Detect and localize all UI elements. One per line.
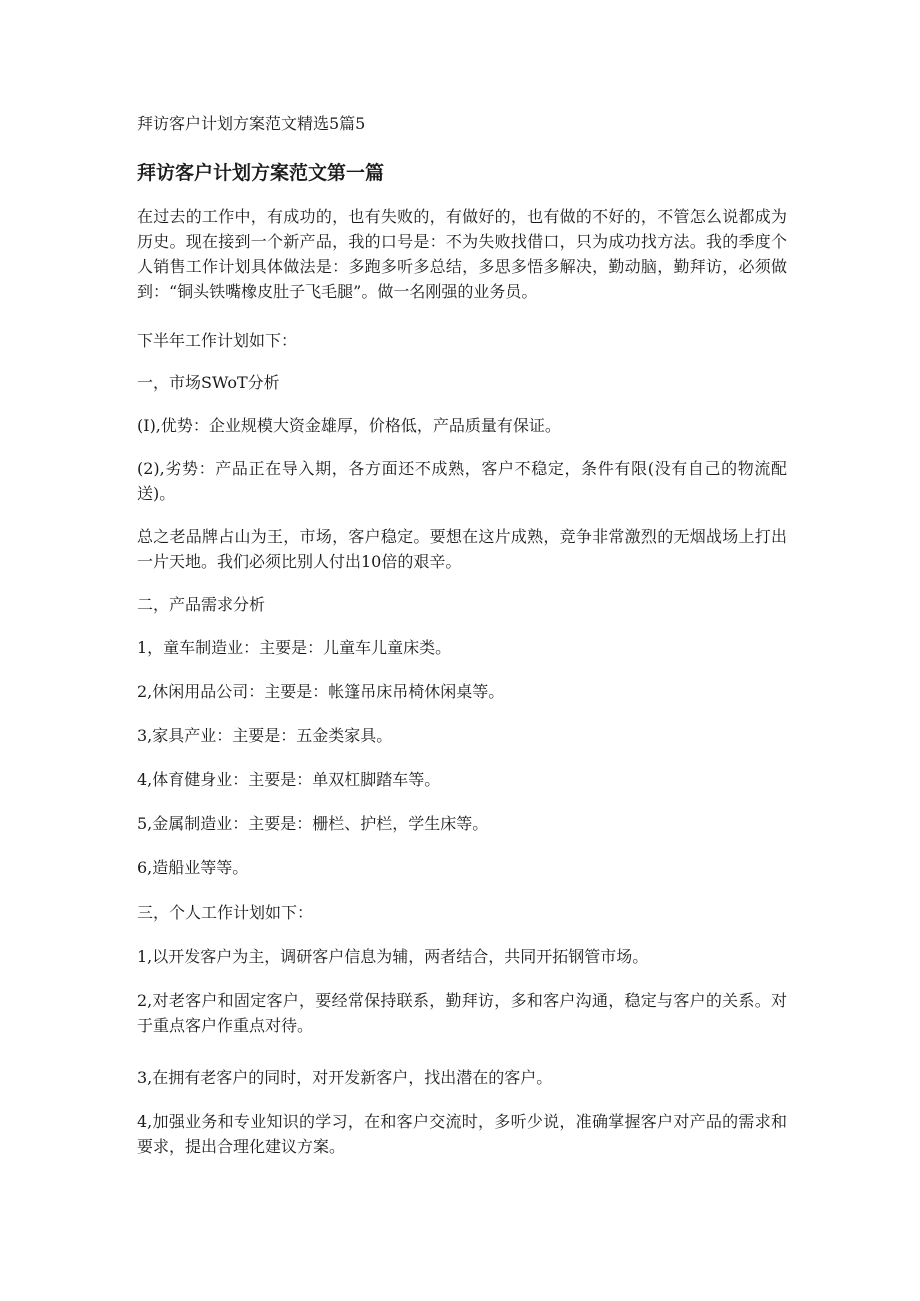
paragraph-demand-heading: 二，产品需求分析 — [137, 595, 266, 614]
paragraph-summary: 总之老品牌占山为王，市场，客户稳定。要想在这片成熟，竞争非常激烈的无烟战场上打出一片天地。我们必须比别人付出10倍的艰辛。 — [137, 527, 787, 571]
paragraph-strengths: (I),优势：企业规模大资金雄厚，价格低，产品质量有保证。 — [137, 416, 561, 435]
list-item-plan-1: 1,以开发客户为主，调研客户信息为辅，两者结合，共同开拓钢管市场。 — [137, 947, 649, 966]
list-item-demand-6: 6,造船业等等。 — [137, 858, 249, 877]
paragraph-weaknesses: (2),劣势：产品正在导入期，各方面还不成熟，客户不稳定，条件有限(没有自己的物流配送)。 — [137, 459, 787, 503]
list-item-demand-2: 2,休闲用品公司：主要是：帐篷吊床吊椅休闲桌等。 — [137, 682, 505, 701]
list-item-demand-3: 3,家具产业：主要是：五金类家具。 — [137, 726, 393, 745]
paragraph-plan-intro: 下半年工作计划如下： — [137, 331, 298, 350]
list-item-plan-3: 3,在拥有老客户的同时，对开发新客户，找出潜在的客户。 — [137, 1068, 553, 1087]
list-item-demand-4: 4,体育健身业：主要是：单双杠脚踏车等。 — [137, 770, 441, 789]
section-heading: 拜访客户计划方案范文第一篇 — [137, 162, 385, 184]
list-item-plan-2: 2,对老客户和固定客户，要经常保持联系，勤拜访，多和客户沟通，稳定与客户的关系。对于重点客户作重点对待。 — [137, 991, 787, 1035]
list-item-demand-5: 5,金属制造业：主要是：栅栏、护栏，学生床等。 — [137, 814, 489, 833]
list-item-plan-4: 4,加强业务和专业知识的学习，在和客户交流时，多听少说，准确掌握客户对产品的需求和要求，提出合理化建议方案。 — [137, 1112, 787, 1156]
document-title: 拜访客户计划方案范文精选5篇5 — [137, 114, 366, 133]
paragraph-personal-plan-heading: 三，个人工作计划如下： — [137, 903, 314, 922]
paragraph-swot-heading: 一，市场SWoT分析 — [137, 373, 280, 392]
list-item-demand-1: 1，童车制造业：主要是：儿童车儿童床类。 — [137, 638, 452, 657]
paragraph-intro: 在过去的工作中，有成功的，也有失败的，有做好的，也有做的不好的，不管怎么说都成为历史。现在接到一个新产品，我的口号是：不为失败找借口，只为成功找方法。我的季度个人销售工作计划具体做法是：多跑多听多总结，多思多悟多解决，勤动脑，勤拜访，必须做到：“铜头铁嘴橡皮肚子飞毛腿”。做一名刚强的业务员。 — [137, 207, 787, 301]
